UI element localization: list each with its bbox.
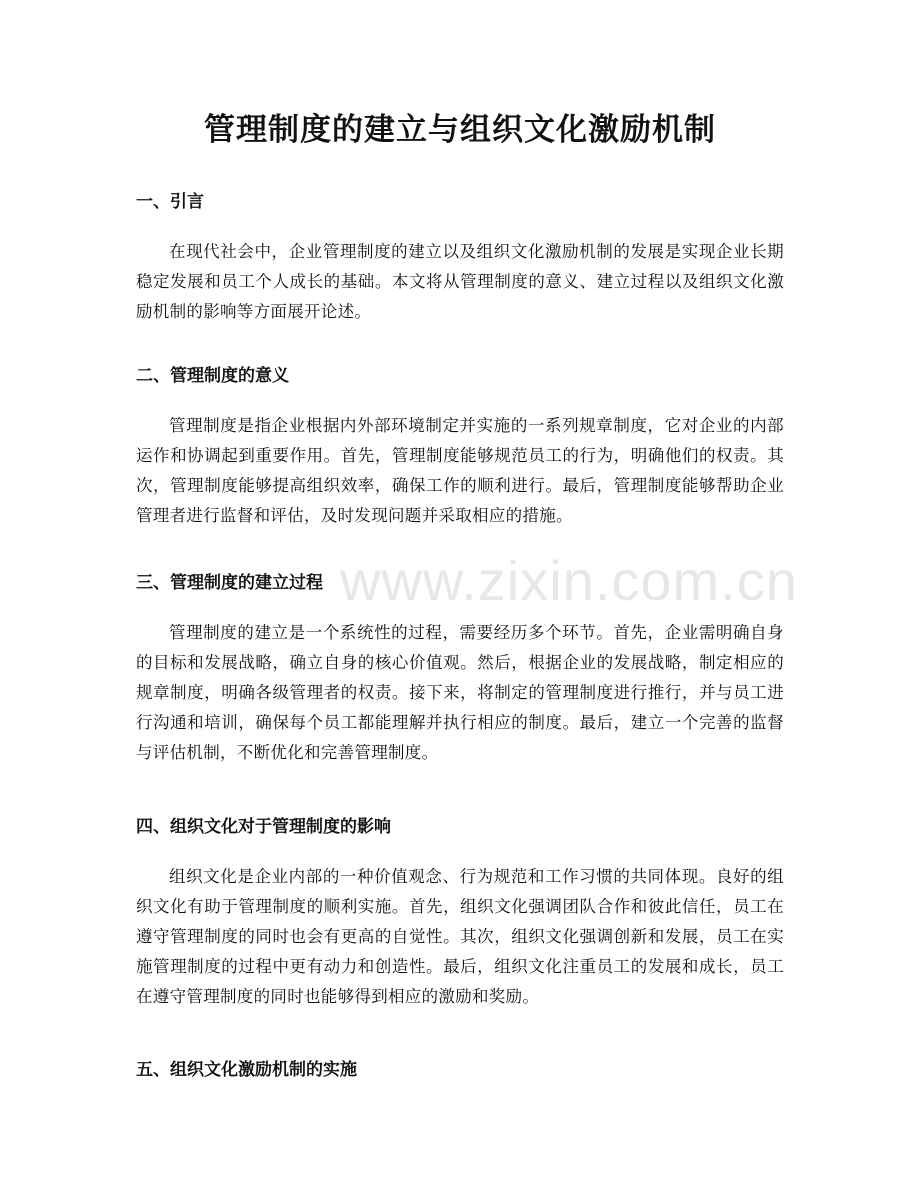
section-heading-culture-influence: 四、组织文化对于管理制度的影响 [136,817,391,837]
document-title: 管理制度的建立与组织文化激励机制 [204,112,716,148]
section-heading-introduction: 一、引言 [136,192,204,212]
section-paragraph-introduction: 在现代社会中，企业管理制度的建立以及组织文化激励机制的发展是实现企业长期稳定发展和员工个人成长的基础。本文将从管理制度的意义、建立过程以及组织文化激励机制的影响等方面展开论述。 [136,242,784,321]
section-paragraph-establishment: 管理制度的建立是一个系统性的过程，需要经历多个环节。首先，企业需明确自身的目标和发展战略，确立自身的核心价值观。然后，根据企业的发展战略，制定相应的规章制度，明确各级管理者的权责。接下来，将制定的管理制度进行推行，并与员工进行沟通和培训，确保每个员工都能理解并执行相应的制度。最后，建立一个完善的监督与评估机制，不断优化和完善管理制度。 [136,623,784,762]
section-heading-establishment: 三、管理制度的建立过程 [136,573,323,593]
section-heading-significance: 二、管理制度的意义 [136,366,289,386]
section-paragraph-culture-influence: 组织文化是企业内部的一种价值观念、行为规范和工作习惯的共同体现。良好的组织文化有助于管理制度的顺利实施。首先，组织文化强调团队合作和彼此信任，员工在遵守管理制度的同时也会有更高的自觉性。其次，组织文化强调创新和发展，员工在实施管理制度的过程中更有动力和创造性。最后，组织文化注重员工的发展和成长，员工在遵守管理制度的同时也能够得到相应的激励和奖励。 [136,867,784,1006]
section-heading-incentive-implementation: 五、组织文化激励机制的实施 [136,1060,357,1080]
section-paragraph-significance: 管理制度是指企业根据内外部环境制定并实施的一系列规章制度，它对企业的内部运作和协调起到重要作用。首先，管理制度能够规范员工的行为，明确他们的权责。其次，管理制度能够提高组织效率，确保工作的顺利进行。最后，管理制度能够帮助企业管理者进行监督和评估，及时发现问题并采取相应的措施。 [136,416,784,525]
watermark: www.zixin.com.cn [340,549,798,612]
